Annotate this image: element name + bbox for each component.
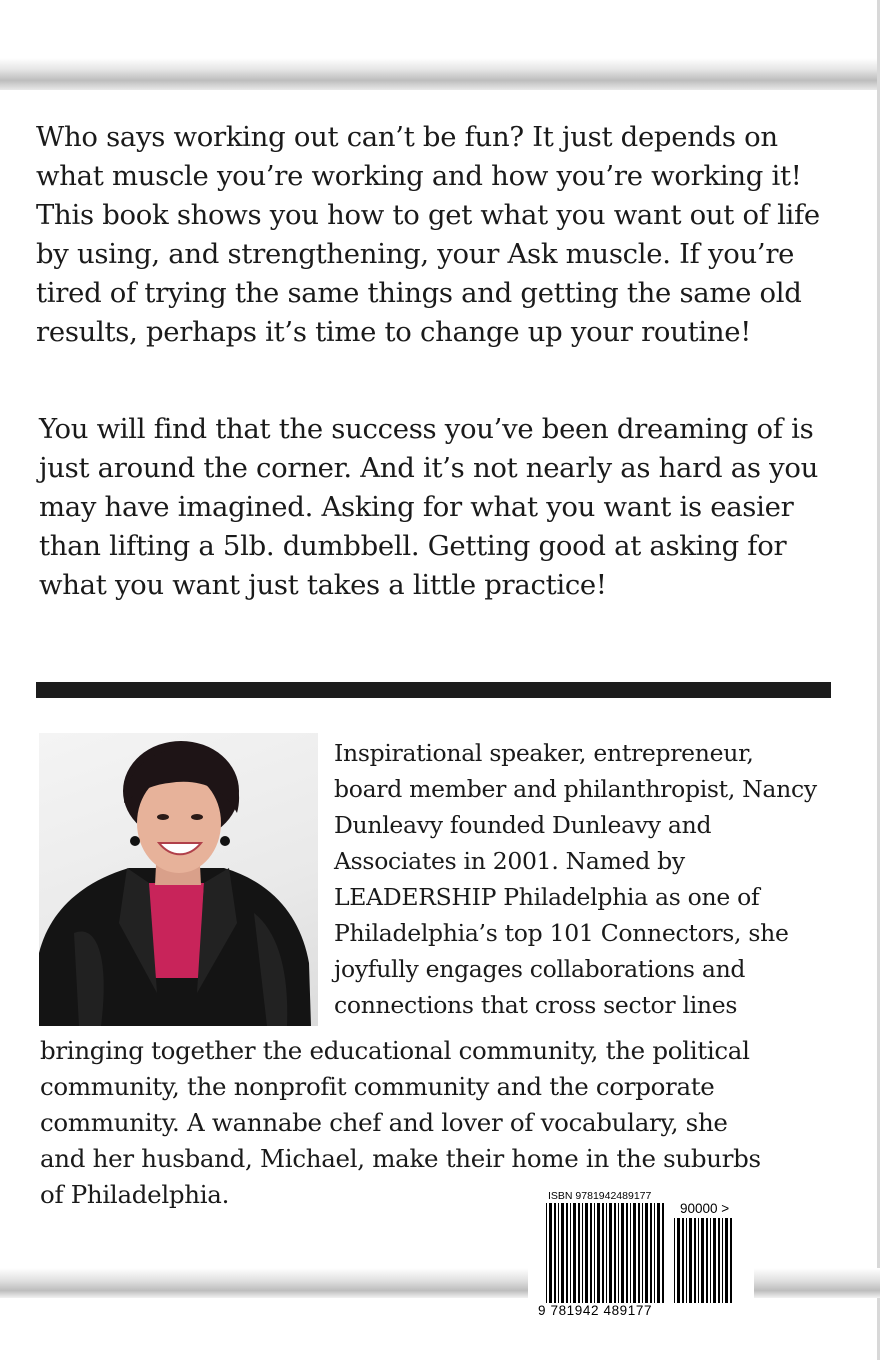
barcode-bar [578,1203,580,1303]
barcode-bar [713,1218,716,1303]
barcode-bar [549,1203,552,1303]
barcode-bar [585,1203,588,1303]
barcode-bar [630,1203,631,1303]
bio-line: bringing together the educational community, the political [40,1036,750,1065]
barcode-bar [677,1218,680,1303]
barcode-bar [718,1218,720,1303]
barcode-bar [566,1203,568,1303]
barcode-bar [682,1218,684,1303]
barcode-bar [650,1203,652,1303]
barcode-bar [621,1203,624,1303]
barcode-bar [722,1218,723,1303]
barcode-bar [570,1203,571,1303]
barcode-bar [698,1218,699,1303]
barcode-bar [602,1203,604,1303]
barcode-bar [546,1203,547,1303]
barcode-bar [582,1203,583,1303]
barcode-bar [594,1203,595,1303]
top-shadow-band [0,58,880,90]
barcode-bar [689,1218,692,1303]
barcode-bar [710,1218,711,1303]
barcode-bar [701,1218,704,1303]
barcode-bar [609,1203,612,1303]
price-code: 90000 > [680,1201,730,1216]
barcode-bar [590,1203,592,1303]
bio-line: of Philadelphia. [40,1180,230,1209]
barcode-bar [657,1203,660,1303]
barcode-bar [618,1203,619,1303]
barcode-bar [638,1203,640,1303]
price-barcode-icon [674,1218,736,1303]
barcode-bar [645,1203,648,1303]
blurb-paragraph-2: You will find that the success you’ve been dreaming of is just around the corner. And it’s not nearly as hard as you may have imagined. Asking for what you want is easier than lifting a 5lb. dumbbell. Getting good at asking for what you want just takes a little practice! [39,413,818,601]
bio-line: Associates in 2001. Named by [334,847,685,875]
isbn-label: ISBN 9781942489177 [548,1190,652,1202]
bio-line: joyfully engages collaborations and [334,955,746,983]
section-divider [36,682,831,698]
author-portrait-image [39,733,318,1026]
barcode-bar [633,1203,636,1303]
bio-line: connections that cross sector lines [334,991,738,1019]
barcode-bar [730,1218,732,1303]
bio-line: Philadelphia’s top 101 Connectors, she [334,919,789,947]
barcode-bar [642,1203,643,1303]
barcode-bar [725,1218,728,1303]
barcode-bar [554,1203,556,1303]
barcode-bar [597,1203,600,1303]
bio-line: community, the nonprofit community and the corporate [40,1072,715,1101]
barcode-bar [674,1218,675,1303]
author-photo [39,733,318,1026]
barcode-bar [662,1203,664,1303]
barcode-bar [654,1203,655,1303]
bio-line: board member and philanthropist, Nancy [334,775,817,803]
barcode-bar [561,1203,564,1303]
barcode-bar [614,1203,616,1303]
barcode-bar [558,1203,559,1303]
bio-line: and her husband, Michael, make their home in the suburbs [40,1144,761,1173]
isbn-digits: 9 781942 489177 [538,1303,653,1318]
isbn-barcode-icon [546,1203,666,1303]
bio-line: community. A wannabe chef and lover of vocabulary, she [40,1108,728,1137]
barcode-bar [706,1218,708,1303]
bio-line: Dunleavy founded Dunleavy and [334,811,712,839]
bio-line: Inspirational speaker, entrepreneur, [334,739,754,767]
barcode-bar [686,1218,687,1303]
barcode-bar [573,1203,576,1303]
barcode-bar [626,1203,628,1303]
bio-line: LEADERSHIP Philadelphia as one of [334,883,760,911]
barcode-bar [694,1218,696,1303]
barcode-bar [606,1203,607,1303]
blurb-paragraph-1: Who says working out can’t be fun? It just depends on what muscle you’re working and how you’re working it! This book shows you how to get what you want out of life by using, and strengthening, your Ask muscle. If you’re tired of trying the same things and getting the same old results, perhaps it’s time to change up your routine! [36,121,820,348]
